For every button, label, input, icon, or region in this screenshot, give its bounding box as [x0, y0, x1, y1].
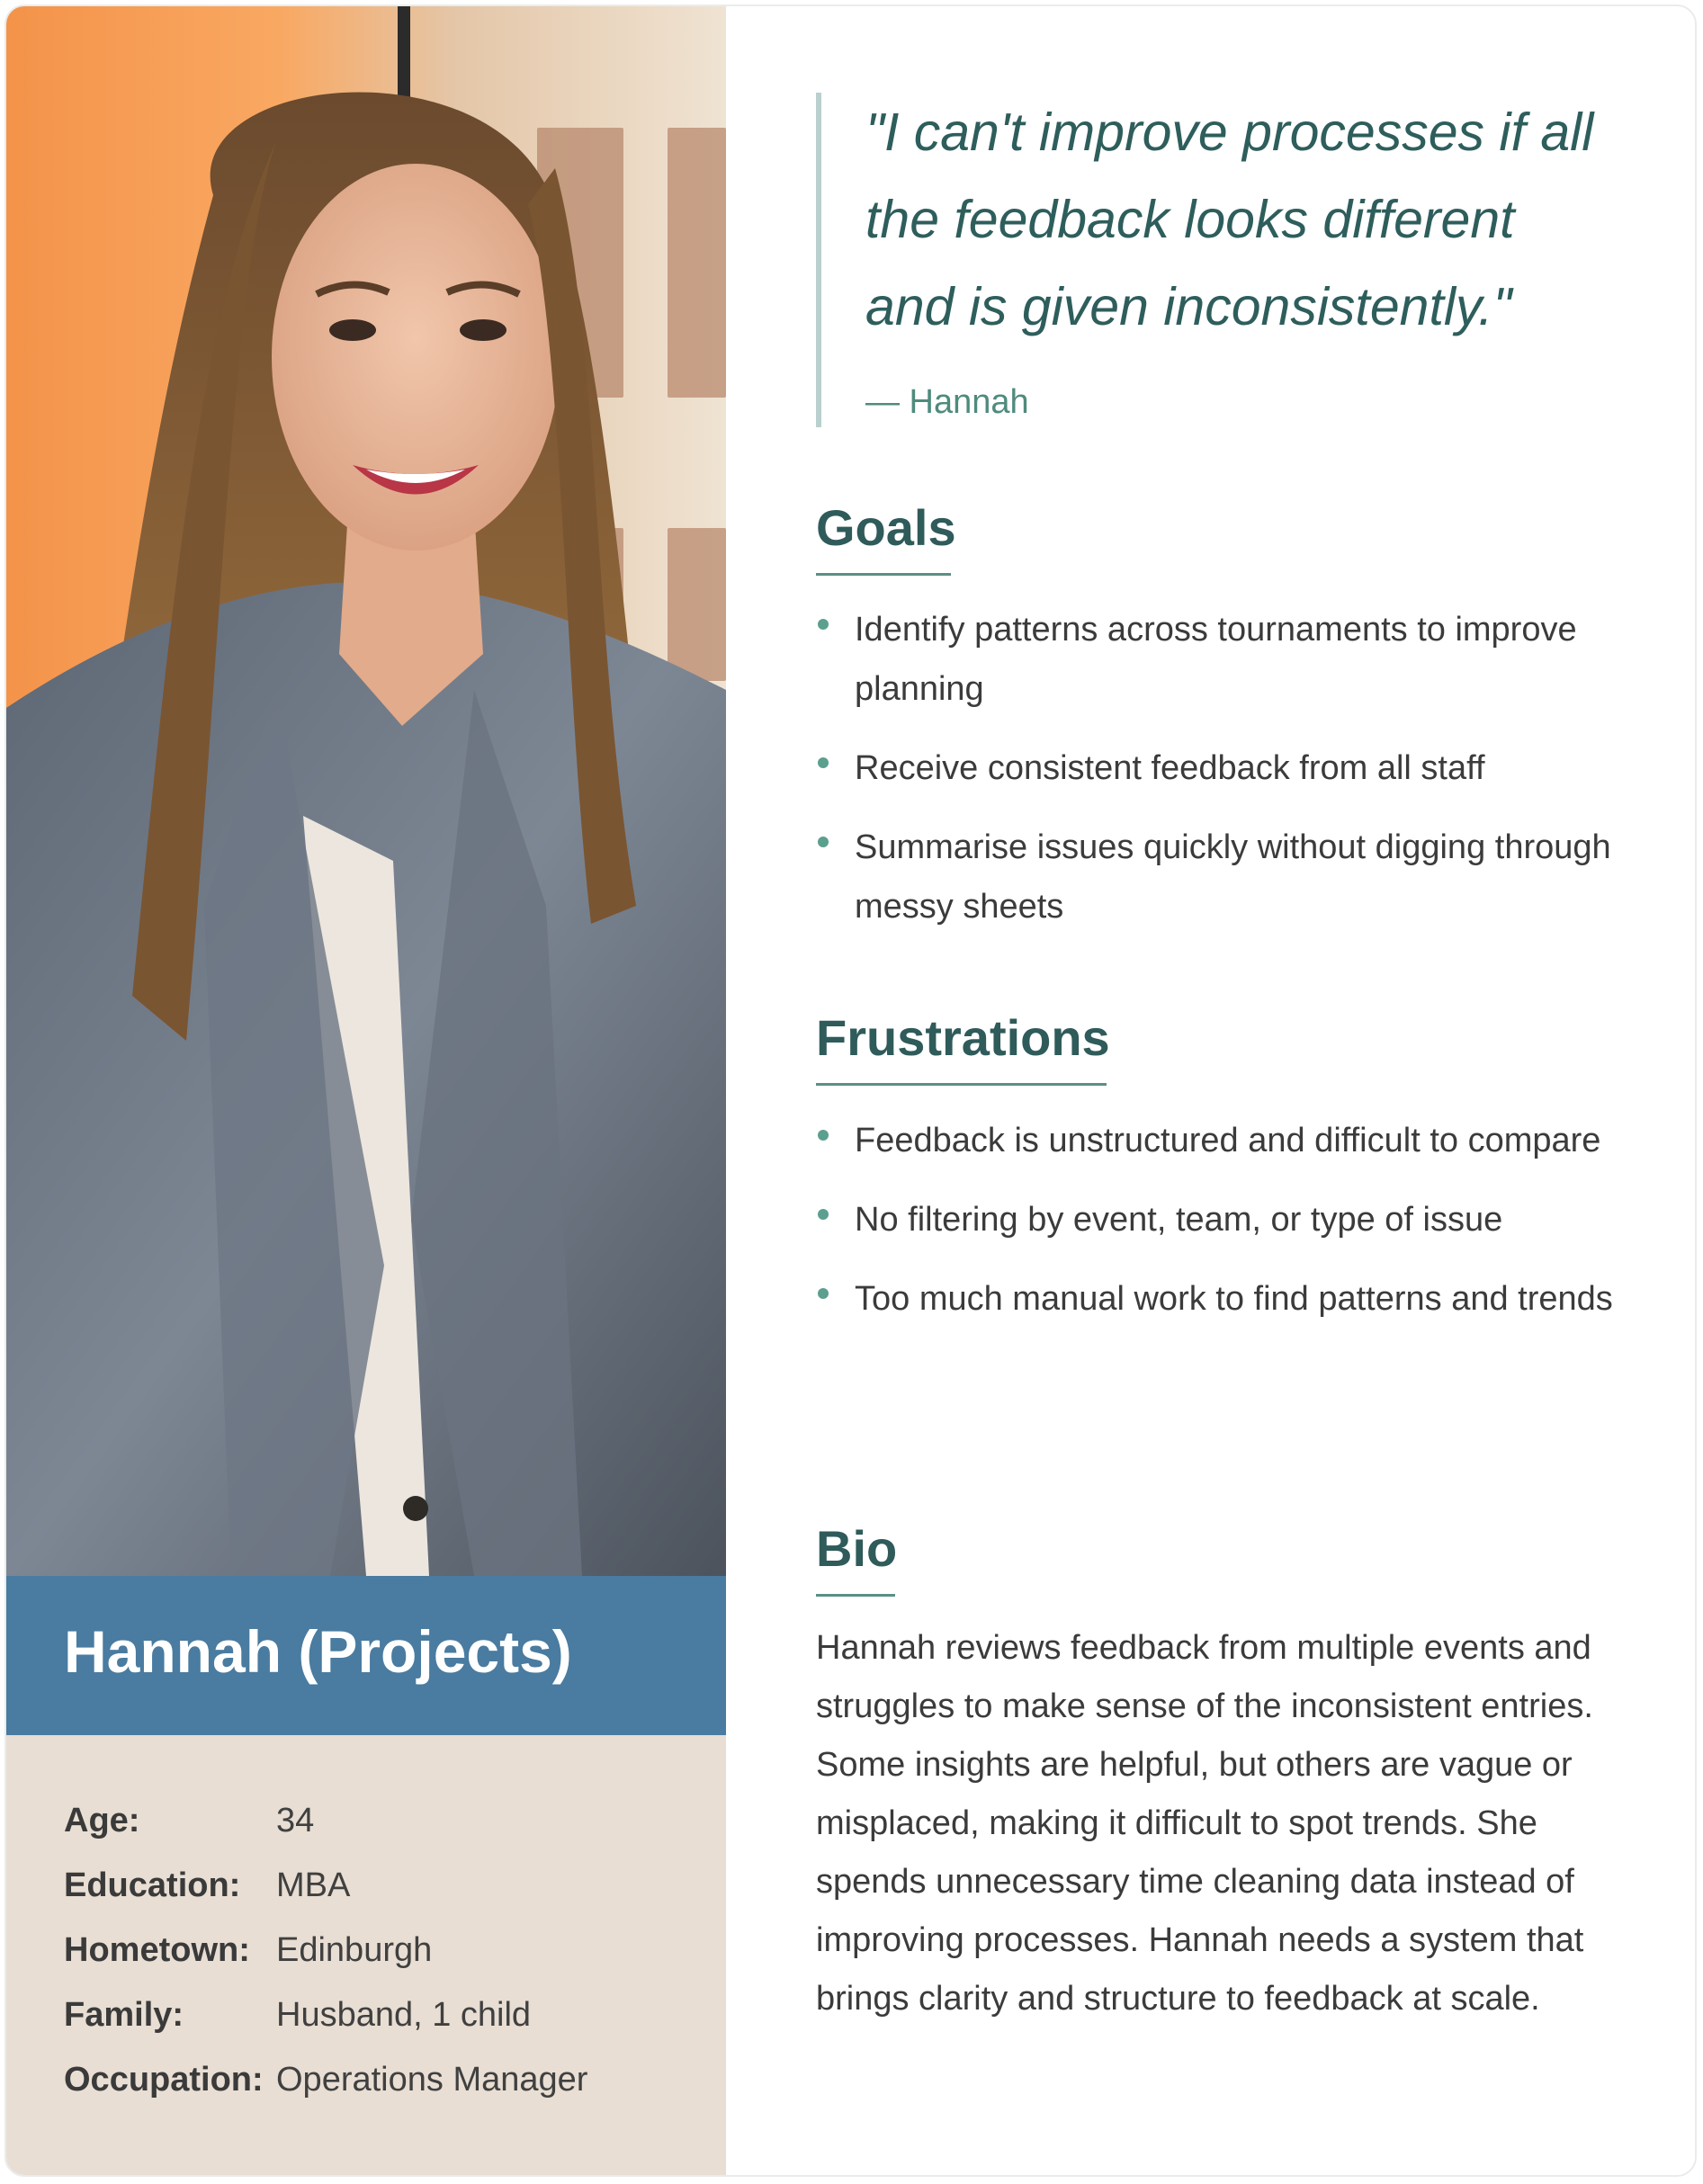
fact-value: MBA [276, 1866, 351, 1904]
bullet-icon [818, 619, 829, 630]
list-item [816, 818, 1626, 936]
bio-text: Hannah reviews feedback from multiple events and struggles to make sense of the inconsistent entries. Some insights are helpful, but others are vague or misplaced, making it difficult to spot trends. She spends unnecessary time cleaning data instead of improving processes. Hannah needs a system that brings clarity and structure to feedback at scale. [816, 1629, 1593, 2018]
fact-value: 34 [276, 1802, 315, 1839]
persona-name-band [6, 1576, 726, 1735]
list-item [816, 1190, 1626, 1249]
quote-line: the feedback looks different [865, 190, 1515, 249]
list-item [816, 738, 1626, 798]
persona-facts-panel [6, 1735, 726, 2177]
persona-photo [6, 6, 726, 1576]
fact-label: Age: [64, 1802, 140, 1839]
fact-label: Hometown: [64, 1931, 250, 1969]
goals-underline [816, 573, 951, 576]
fact-value: Operations Manager [276, 2061, 588, 2099]
portrait-illustration [6, 6, 726, 1576]
persona-left-column [6, 6, 726, 2175]
fact-label: Occupation: [64, 2061, 264, 2099]
list-item [816, 1269, 1626, 1329]
fact-value: Edinburgh [276, 1931, 433, 1969]
goal-text: Identify patterns across tournaments to improve planning [855, 611, 1577, 708]
bullet-icon [818, 757, 829, 768]
persona-name: Hannah (Projects) [64, 1618, 572, 1685]
frustration-text: Feedback is unstructured and difficult to compare [855, 1122, 1601, 1159]
bio-underline [816, 1594, 895, 1597]
goal-text: Summarise issues quickly without digging through messy sheets [855, 828, 1611, 926]
quote-attribution: — Hannah [865, 383, 1029, 421]
bullet-icon [818, 1209, 829, 1220]
frustration-text: No filtering by event, team, or type of issue [855, 1201, 1503, 1239]
goals-heading: Goals [816, 499, 956, 556]
quote-line: "I can't improve processes if all [865, 103, 1594, 162]
goals-list [816, 600, 1626, 956]
frustrations-underline [816, 1083, 1107, 1086]
quote-line: and is given inconsistently." [865, 277, 1512, 336]
fact-label: Education: [64, 1866, 241, 1904]
quote-accent-bar [816, 93, 821, 427]
persona-quote [865, 89, 1657, 351]
frustrations-list [816, 1111, 1626, 1348]
frustrations-heading: Frustrations [816, 1009, 1110, 1066]
fact-label: Family: [64, 1996, 184, 2034]
bullet-icon [818, 837, 829, 847]
persona-right-column [726, 6, 1697, 2175]
persona-card [4, 4, 1697, 2177]
fact-value: Husband, 1 child [276, 1996, 532, 2034]
list-item [816, 1111, 1626, 1170]
bullet-icon [818, 1288, 829, 1299]
list-item [816, 600, 1626, 719]
bullet-icon [818, 1130, 829, 1141]
bio-heading: Bio [816, 1520, 898, 1577]
goal-text: Receive consistent feedback from all staff [855, 749, 1485, 787]
frustration-text: Too much manual work to find patterns and trends [855, 1280, 1613, 1318]
